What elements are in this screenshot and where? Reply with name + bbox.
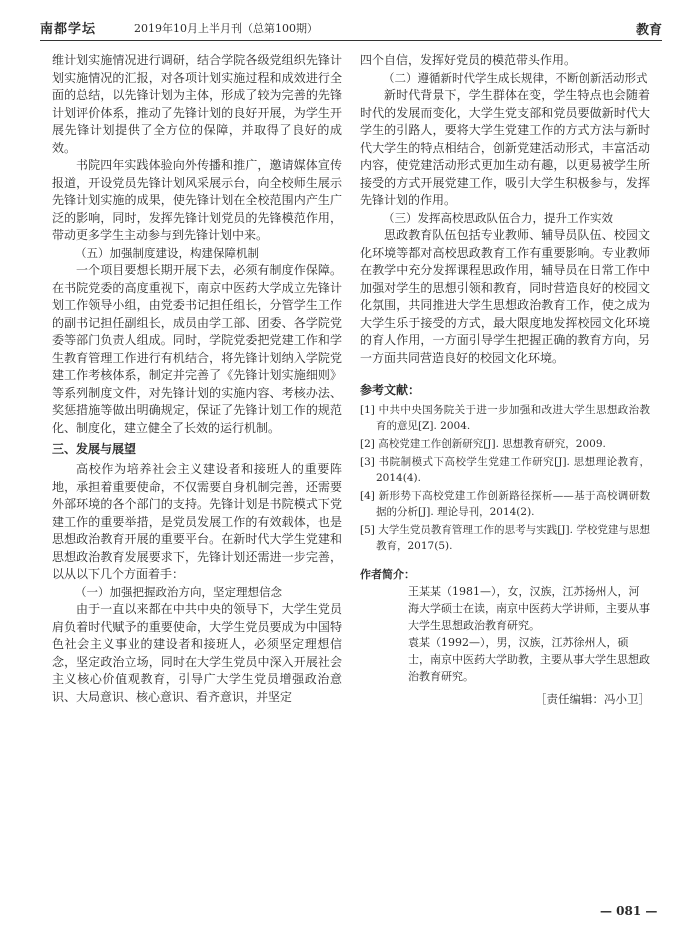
author-bio: 袁某（1992—），男，汉族，江苏徐州人，硕士，南京中医药大学助教，主要从事大学生思想政治教育研究。 (408, 636, 650, 683)
section-label: 教育 (635, 23, 662, 38)
author-label: 作者简介： (360, 568, 415, 581)
author-info (360, 566, 650, 685)
page-header (40, 14, 662, 44)
reference-item: [2] 高校党建工作创新研究[J]. 思想教育研究，2009. (360, 438, 606, 450)
left-column (52, 52, 342, 706)
reference-item: [3] 书院制模式下高校学生党建工作研究[J]. 思想理论教育，2014(4). (360, 456, 650, 484)
reference-item: [4] 新形势下高校党建工作创新路径探析——基于高校调研数据的分析[J]. 理论导刊，2014(2). (360, 490, 650, 518)
paragraph: 由于一直以来都在中共中央的领导下，大学生党员肩负着时代赋予的重要使命，大学生党员要成为中国特色社会主义事业的建设者和接班人，必须坚定理想信念，坚定政治立场，同时在大学生党员中深入开展社会主义核心价值观教育，引导广大学生党员增强政治意识、大局意识、核心意识、看齐意识，并坚定 (52, 602, 342, 704)
subheading: （五）加强制度建设，构建保障机制 (75, 245, 259, 260)
subheading: （三）发挥高校思政队伍合力，提升工作实效 (383, 210, 613, 225)
subheading: （二）遵循新时代学生成长规律，不断创新活动形式 (383, 70, 648, 85)
right-column (360, 52, 650, 707)
paragraph: 高校作为培养社会主义建设者和接班人的重要阵地，承担着重要使命，不仅需要自身机制完善，还需要外部环境的各个部门的支持。先锋计划是书院模式下党建工作的重要举措，是党员发展工作的有效载体，也是思想政治教育开展的重要平台。在新时代大学生党建和思想政治教育发展要求下，先锋计划还需进一步完善，以从以下几个方面着手： (52, 462, 342, 581)
paragraph: 四个自信，发挥好党员的模范带头作用。 (360, 53, 577, 67)
editor-note: ［责任编辑：冯小卫］ (535, 692, 650, 706)
header-rule (40, 40, 662, 41)
references-title: 参考文献： (360, 383, 421, 397)
author-bio: 王某某（1981—），女，汉族，江苏扬州人，河海大学硕士在读，南京中医药大学讲师，主要从事大学生思想政治教育研究。 (408, 585, 650, 632)
paragraph: 一个项目要想长期开展下去，必须有制度作保障。在书院党委的高度重视下，南京中医药大学成立先锋计划工作领导小组，由党委书记担任组长，分管学生工作的副书记担任副组长，成员由学工部、团委、各学院党委等部门负责人组成。同时，学院党委把党建工作和学生教育管理工作进行有机结合，将先锋计划纳入学院党建工作考核体系，制定并完善了《先锋计划实施细则》等系列制度文件，对先锋计划的实施内容、考核办法、奖惩措施等做出明确规定，保证了先锋计划工作的规范化、制度化，建立健全了长效的运行机制。 (52, 263, 342, 435)
page-number: — 081 — (600, 904, 658, 918)
journal-title: 南都学坛 (40, 22, 97, 37)
paragraph: 书院四年实践体验向外传播和推广，邀请媒体宣传报道，开设党员先锋计划风采展示台，向全校师生展示先锋计划实施的成果，使先锋计划在全校范围内产生广泛的影响，同时，发挥先锋计划党员的先锋模范作用，带动更多学生主动参与到先锋计划中来。 (52, 158, 342, 242)
reference-item: [1] 中共中央国务院关于进一步加强和改进大学生思想政治教育的意见[Z]. 2004. (360, 404, 650, 432)
section-heading: 三、发展与展望 (52, 442, 137, 456)
paragraph: 新时代背景下，学生群体在变，学生特点也会随着时代的发展而变化，大学生党支部和党员要做新时代大学生的引路人，要将大学生党建工作的方式方法与新时代大学生的特点相结合，创新党建活动形式，丰富活动内容，使党建活动形式更加生动有趣，以更易被学生所接受的方式开展党建工作，吸引大学生积极参与，发挥先锋计划的作用。 (360, 88, 650, 207)
subheading: （一）加强把握政治方向，坚定理想信念 (75, 584, 282, 599)
reference-item: [5] 大学生党员教育管理工作的思考与实践[J]. 学校党建与思想教育，2017(5). (360, 524, 650, 552)
paragraph: 思政教育队伍包括专业教师、辅导员队伍、校园文化环境等都对高校思政教育工作有重要影响。专业教师在教学中充分发挥课程思政作用，辅导员在日常工作中加强对学生的思想引领和教育，同时营造良好的校园文化氛围，共同推进大学生思想政治教育工作，使之成为大学生乐于接受的方式，最大限度地发挥校园文化环境的育人作用，一方面引导学生把握正确的教育方向，另一方面共同营造良好的校园文化环境。 (360, 228, 650, 365)
paragraph: 维计划实施情况进行调研，结合学院各级党组织先锋计划实施情况的汇报，对各项计划实施过程和成效进行全面的总结，以先锋计划为主体，形成了较为完善的先锋计划评价体系，推动了先锋计划的良好开展，为学生开展先锋计划提供了全方位的保障，并取得了良好的成效。 (52, 53, 342, 155)
issue-info: 2019年10月上半月刊（总第100期） (134, 22, 318, 35)
